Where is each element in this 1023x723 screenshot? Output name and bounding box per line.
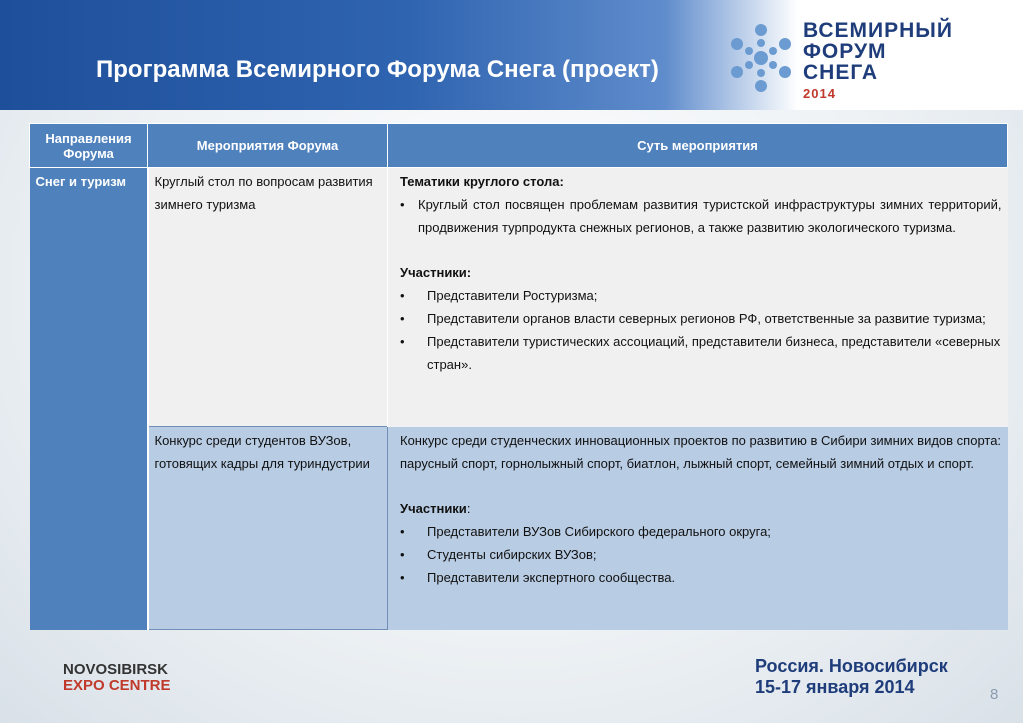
table-row [30,168,1008,427]
list-item: • Представители органов власти северных регионов РФ, ответственные за развитие туризма; [400,307,1002,330]
event-cell: Круглый стол по вопросам развития зимнего туризма [148,168,388,427]
contest-description: Конкурс среди студенческих инновационных проектов по развитию в Сибири зимних видов спорта: парусный спорт, горнолыжный спорт, биатлон, лыжный спорт, семейный зимний отдых и спорт. [400,432,1002,471]
list-item: • Круглый стол посвящен проблемам развития туристской инфраструктуры зимних территорий, продвижения турпродукта снежных регионов, а также развитию экологического туризма. [400,193,1002,239]
participants-list [400,520,1002,589]
program-table [29,123,1007,630]
essence-cell [388,168,1008,427]
page-number: 8 [990,686,999,703]
essence-cell [388,427,1008,630]
column-header-events: Мероприятия Форума [148,124,388,168]
snowflake-icon [725,18,797,98]
list-item: • Представители Ростуризма; [400,284,1002,307]
direction-cell: Снег и туризм [30,168,148,630]
expo-centre-logo: NOVOSIBIRSK EXPO CENTRE [63,661,171,694]
list-item: • Студенты сибирских ВУЗов; [400,543,1002,566]
list-item: • Представители ВУЗов Сибирского федерального округа; [400,520,1002,543]
page-title: Программа Всемирного Форума Снега (проект) [96,56,659,83]
column-header-essence: Суть мероприятия [388,124,1008,168]
list-item: • Представители туристических ассоциаций, представители бизнеса, представители «северных стран». [400,330,1002,376]
participants-list [400,284,1002,376]
topics-label: Тематики круглого стола: [400,174,564,189]
table-row [30,427,1008,630]
event-location-dates: Россия. Новосибирск 15-17 января 2014 [755,656,948,697]
table-header-row [30,124,1008,168]
list-item: • Представители экспертного сообщества. [400,566,1002,589]
participants-label: Участники: [400,265,472,280]
logo-text: ВСЕМИРНЫЙ ФОРУМ СНЕГА 2014 [803,20,953,104]
forum-logo [725,14,1015,104]
column-header-direction: Направления Форума [30,124,148,168]
participants-label: Участники: [400,500,471,516]
event-cell: Конкурс среди студентов ВУЗов, готовящих кадры для туриндустрии [148,427,388,630]
topics-list [400,193,1002,239]
logo-year: 2014 [803,86,836,101]
